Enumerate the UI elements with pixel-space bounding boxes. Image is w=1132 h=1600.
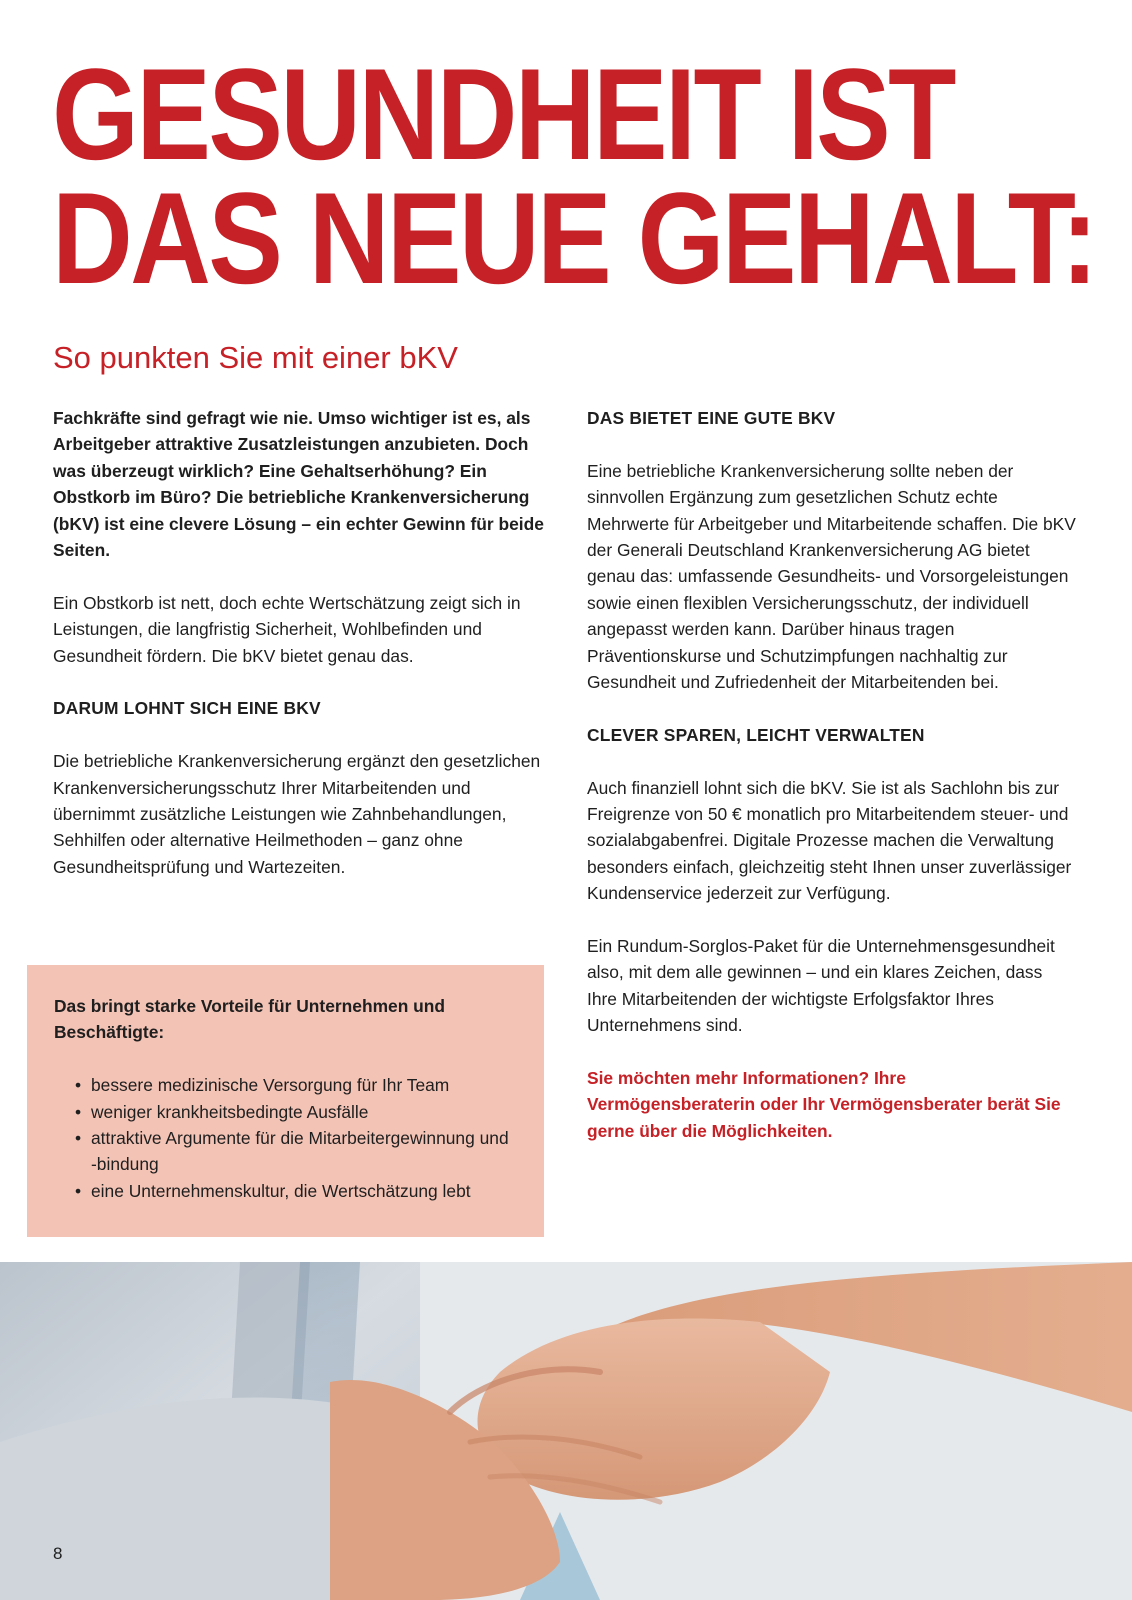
section-heading-darum: DARUM LOHNT SICH EINE BKV [53,698,321,719]
right-paragraph-2: Auch finanziell lohnt sich die bKV. Sie ist als Sachlohn bis zur Freigrenze von 50 € monatlich pro Mitarbeitendem steuer- und sozialabgabenfrei. Digitale Prozesse machen die Verwaltung besonders einfach, gleichzeitig steht Ihnen unser zuverlässiger Kundenservice jederzeit zur Verfügung. [587,777,1072,904]
headline-line-1: GESUNDHEIT IST [52,41,954,187]
benefits-box [27,965,544,1237]
list-item [75,1099,518,1125]
list-item [75,1178,518,1204]
list-item-text: weniger krankheitsbedingte Ausfälle [91,1101,369,1122]
handshake-illustration [0,1262,1132,1600]
page-number: 8 [53,1544,63,1563]
list-item-text: eine Unternehmenskultur, die Wertschätzung lebt [91,1180,471,1201]
right-column [587,405,1077,1171]
bullet-icon: • [75,1075,82,1096]
left-column [53,405,553,907]
benefits-box-title: Das bringt starke Vorteile für Unternehmen und Beschäftigte: [54,996,446,1043]
section-heading-clever: CLEVER SPAREN, LEICHT VERWALTEN [587,724,925,745]
bullet-icon: • [75,1180,82,1201]
bullet-icon: • [75,1101,82,1122]
right-paragraph-1: Eine betriebliche Krankenversicherung sollte neben der sinnvollen Ergänzung zum gesetzlichen Schutz echte Mehrwerte für Arbeitgeber und Mitarbeitende schaffen. Die bKV der Generali Deutschland Krankenversicherung AG bietet genau das: umfassende Gesundheits- und Vorsorgeleistungen sowie einen flexiblen Versicherungsschutz, der individuell angepasst werden kann. Darüber hinaus tragen Präventionskurse und Schutzimpfungen nachhaltig zur Gesundheit und Zufriedenheit der Mitarbeitenden bei. [587,460,1076,693]
list-item [75,1125,518,1178]
left-paragraph-2: Die betriebliche Krankenversicherung ergänzt den gesetzlichen Krankenversicherungsschutz Ihrer Mitarbeitenden und übernimmt zusätzliche Leistungen wie Zahnbehandlungen, Sehhilfen oder alternative Heilmethoden – ganz ohne Gesundheitsprüfung und Wartezeiten. [53,751,541,877]
right-paragraph-3: Ein Rundum-Sorglos-Paket für die Unternehmensgesundheit also, mit dem alle gewinnen – und ein klares Zeichen, dass Ihre Mitarbeitenden der wichtigste Erfolgsfaktor Ihres Unternehmens sind. [587,936,1055,1036]
handshake-photo [0,1262,1132,1600]
headline-line-2: DAS NEUE GEHALT: [52,165,1096,311]
bullet-icon: • [75,1128,82,1149]
section-heading-bietet: DAS BIETET EINE GUTE BKV [587,408,836,428]
page-headline [52,41,1112,311]
list-item [75,1072,518,1098]
left-paragraph-1: Ein Obstkorb ist nett, doch echte Wertschätzung zeigt sich in Leistungen, die langfristig Sicherheit, Wohlbefinden und Gesundheit fördern. Die bKV bietet genau das. [53,592,521,666]
subtitle: So punkten Sie mit einer bKV [53,340,458,375]
benefits-list [54,1072,518,1204]
list-item-text: attraktive Argumente für die Mitarbeitergewinnung und -bindung [91,1128,509,1175]
intro-paragraph: Fachkräfte sind gefragt wie nie. Umso wichtiger ist es, als Arbeitgeber attraktive Zusatzleistungen anzubieten. Doch was überzeugt wirklich? Eine Gehaltserhöhung? Ein Obstkorb im Büro? Die betriebliche Krankenversicherung (bKV) ist eine clevere Lösung – ein echter Gewinn für beide Seiten. [53,408,544,561]
contact-cta: Sie möchten mehr Informationen? Ihre Vermögensberaterin oder Ihr Vermögensberater berät Sie gerne über die Möglichkeiten. [587,1068,1061,1141]
list-item-text: bessere medizinische Versorgung für Ihr Team [91,1075,450,1096]
